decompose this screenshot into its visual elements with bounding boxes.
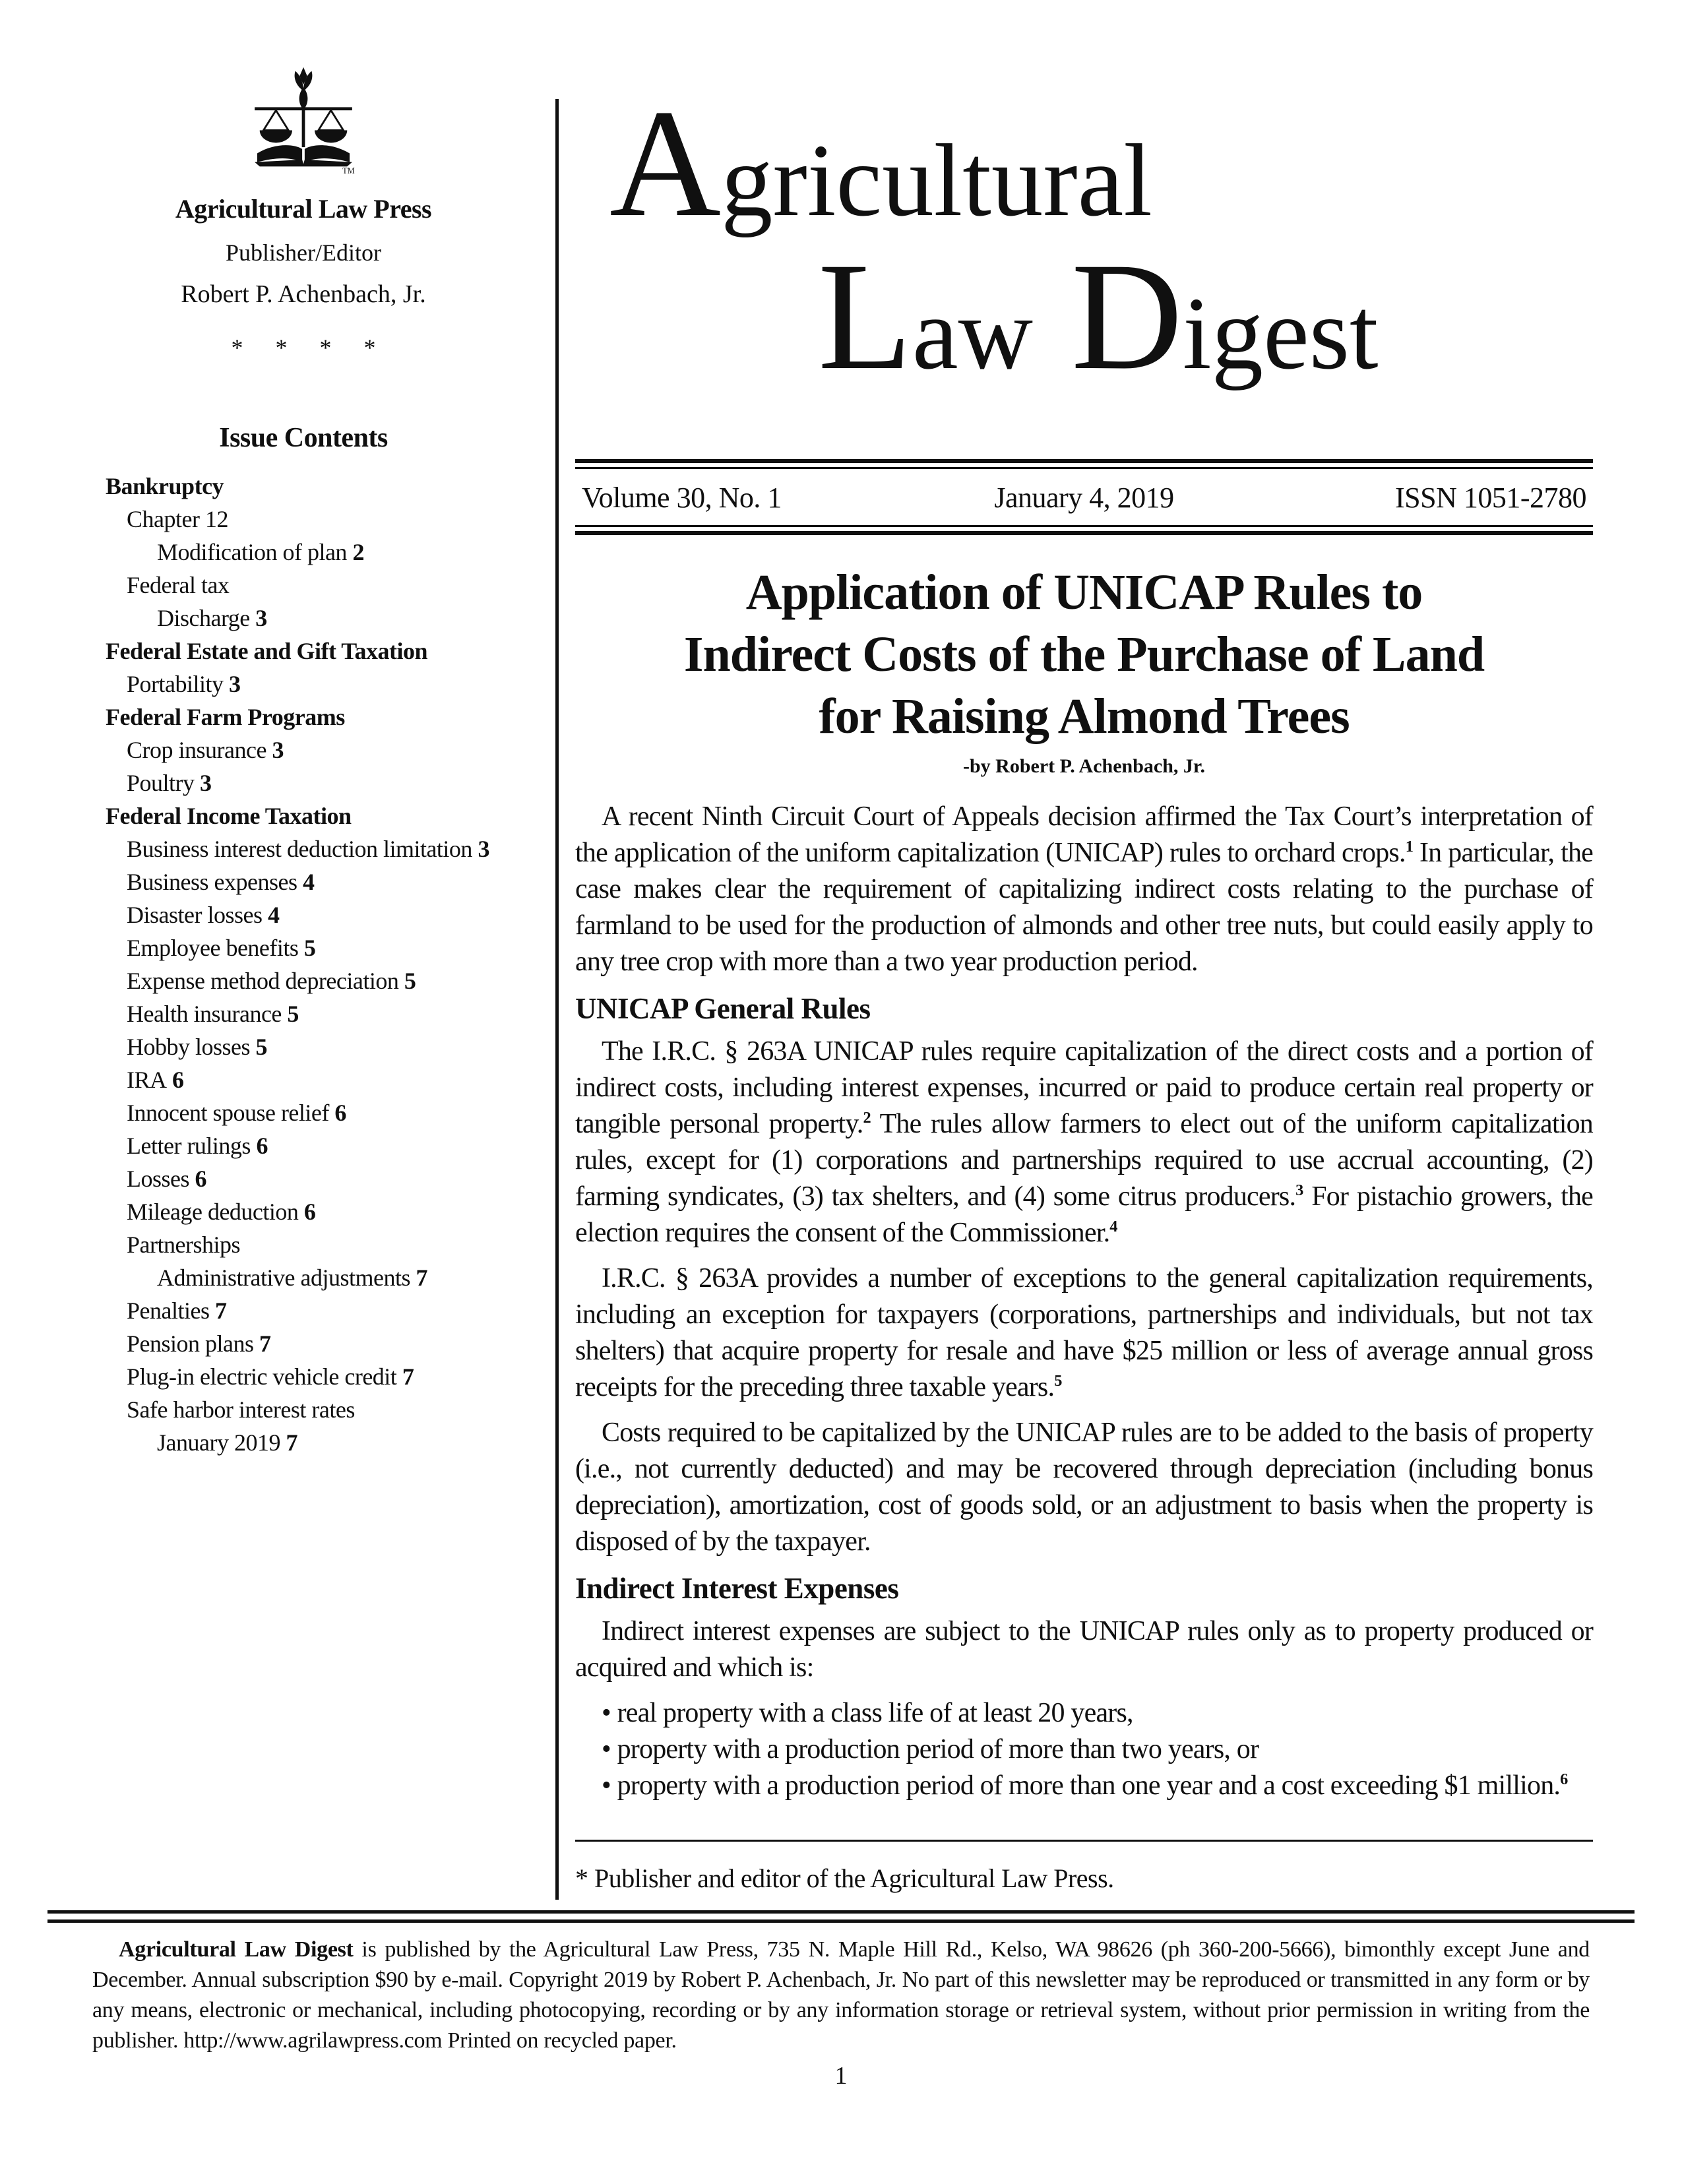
toc-item-label: Expense method depreciation (127, 968, 399, 994)
article-title-line: Application of UNICAP Rules to (745, 565, 1423, 621)
toc-item (106, 1030, 521, 1063)
rule (575, 525, 1593, 527)
toc-item (106, 1426, 521, 1459)
toc-item-label: Chapter 12 (127, 506, 228, 532)
toc-item-label: IRA (127, 1067, 167, 1093)
masthead-line2 (818, 230, 1593, 402)
toc-item (106, 1096, 521, 1129)
toc-item-label: Mileage deduction (127, 1199, 299, 1225)
toc-page-number: 3 (194, 770, 212, 796)
wheat-icon (295, 67, 313, 109)
toc-page-number: 6 (298, 1199, 316, 1225)
masthead-text: aw (912, 276, 1034, 391)
toc-item (106, 536, 521, 569)
article-title (575, 561, 1593, 747)
toc-item (106, 898, 521, 931)
article-body (575, 799, 1593, 1804)
toc-item (106, 1360, 521, 1393)
toc-page-number: 7 (280, 1429, 297, 1456)
footnote-ref: 3 (1295, 1181, 1303, 1200)
article-title-line: for Raising Almond Trees (819, 689, 1350, 745)
footer-rule (47, 1910, 1635, 1914)
toc-page-number: 6 (189, 1166, 206, 1192)
toc-item-label: Bankruptcy (106, 473, 224, 499)
toc-item-label: Discharge (157, 605, 250, 631)
masthead-initial: L (818, 230, 912, 402)
toc-item (106, 1393, 521, 1426)
masthead-title (575, 77, 1593, 402)
toc-page-number: 5 (398, 968, 416, 994)
rule (575, 459, 1593, 463)
footer-rule (47, 1919, 1635, 1923)
toc-page-number: 3 (249, 605, 267, 631)
toc-item (106, 865, 521, 898)
masthead-text: gricultural (721, 123, 1152, 237)
toc-page-number: 7 (396, 1363, 414, 1390)
toc-item (106, 1228, 521, 1261)
toc-item (106, 1294, 521, 1327)
article-title-line: Indirect Costs of the Purchase of Land (683, 627, 1485, 683)
editor-name: Robert P. Achenbach, Jr. (181, 280, 426, 308)
toc-item (106, 1261, 521, 1294)
toc-item-label: Federal tax (127, 572, 230, 598)
toc-item (106, 470, 521, 503)
toc-item-label: Business interest deduction limitation (127, 836, 472, 862)
toc-item (106, 569, 521, 602)
toc-item-label: January 2019 (157, 1429, 280, 1456)
toc-page-number: 2 (346, 539, 364, 565)
bullet-item: • real property with a class life of at least 20 years, (575, 1695, 1593, 1732)
toc-item (106, 997, 521, 1030)
toc-item (106, 1327, 521, 1360)
toc-item (106, 931, 521, 964)
toc-item (106, 1063, 521, 1096)
bullet-item: • property with a production period of more than two years, or (575, 1732, 1593, 1768)
toc-item-label: Disaster losses (127, 902, 263, 928)
toc-page-number: 4 (297, 869, 315, 895)
toc-item-label: Portability (127, 671, 224, 697)
toc-item-label: Partnerships (127, 1232, 240, 1258)
toc-page-number: 5 (298, 935, 316, 961)
toc-item (106, 602, 521, 635)
toc-item (106, 733, 521, 766)
toc-item-label: Administrative adjustments (157, 1264, 410, 1291)
toc-item-label: Losses (127, 1166, 189, 1192)
toc-item (106, 799, 521, 832)
toc-page-number: 5 (281, 1001, 299, 1027)
masthead-line1 (609, 77, 1593, 249)
issue-contents-title: Issue Contents (219, 423, 388, 453)
toc-item-label: Federal Estate and Gift Taxation (106, 638, 428, 664)
toc-item (106, 766, 521, 799)
press-logo (86, 66, 521, 187)
toc-page-number: 7 (209, 1297, 227, 1324)
issn: ISSN 1051-2780 (1394, 482, 1586, 515)
trademark-label: TM (342, 166, 355, 175)
toc-item-label: Plug-in electric vehicle credit (127, 1363, 397, 1390)
toc-item (106, 668, 521, 701)
toc-item-label: Modification of plan (157, 539, 347, 565)
section-heading: Indirect Interest Expenses (575, 1572, 899, 1606)
toc-page-number: 3 (472, 836, 489, 862)
column-divider (555, 99, 559, 1900)
footnote-ref: 6 (1560, 1770, 1568, 1789)
scales-and-book-logo (241, 66, 366, 183)
toc-page-number: 3 (223, 671, 241, 697)
publisher-role: Publisher/Editor (226, 239, 381, 266)
footnote-ref: 4 (1109, 1218, 1117, 1236)
toc-item-label: Crop insurance (127, 737, 266, 763)
toc-item-label: Poultry (127, 770, 195, 796)
toc-item (106, 635, 521, 668)
publication-info: Agricultural Law Digest is published by the Agricultural Law Press, 735 N. Maple Hill Rd., Kelso, WA 98626 (ph 360-200-5666), bimonthly except June and December. Annual subscription $90 by e-mail. Copyright 2019 by Robert P. Achenbach, Jr. No part of this newsletter may be reproduced or transmitted in any form or by any means, electronic or mechanical, including photocopying, recording or by any information storage or retrieval system, without prior permission in writing from the publisher. http://www.agrilawpress.com Printed on recycled paper. (92, 1937, 1590, 2053)
article-byline: -by Robert P. Achenbach, Jr. (963, 755, 1205, 778)
toc-page-number: 6 (250, 1133, 268, 1159)
toc-item (106, 1129, 521, 1162)
footnote-rule (575, 1840, 1593, 1842)
paragraph: The I.R.C. § 263A UNICAP rules require capitalization of the direct costs and a portion of indirect costs, including interest expenses, incurred or paid to produce certain real property or tangible personal property.$^2$ The rules allow farmers to elect out of the uniform capitalization rules, except for (1) corporations and partnerships required to use accrual accounting, (2) farming syndicates, (3) tax shelters, and (4) some citrus producers.$^3$ For pistachio growers, the election requires the consent of the Commissioner.$^4$ (575, 1036, 1594, 1249)
volume-bar (575, 459, 1593, 535)
toc-page-number: 7 (410, 1264, 427, 1291)
left-column (86, 66, 521, 1459)
toc-page-number: 6 (328, 1100, 346, 1126)
page-number: 1 (834, 2062, 848, 2090)
toc-page-number: 4 (262, 902, 280, 928)
volume-number: Volume 30, No. 1 (582, 482, 782, 515)
bullet-item: • property with a production period of more than one year and a cost exceeding $1 million.$^6$ (575, 1768, 1593, 1804)
toc-item (106, 701, 521, 733)
rule (575, 531, 1593, 535)
paragraph: Indirect interest expenses are subject to the UNICAP rules only as to property produced or acquired and which is: (575, 1616, 1593, 1683)
toc-item-label: Innocent spouse relief (127, 1100, 329, 1126)
toc-item-label: Safe harbor interest rates (127, 1396, 355, 1423)
toc-item (106, 1195, 521, 1228)
footnote-ref: 2 (863, 1109, 871, 1127)
masthead-text: igest (1183, 276, 1379, 391)
main-column (575, 66, 1593, 1894)
masthead-initial: D (1071, 230, 1183, 402)
scales-icon (255, 107, 352, 147)
toc-item-label: Health insurance (127, 1001, 282, 1027)
toc-item-label: Penalties (127, 1297, 210, 1324)
toc-item-label: Federal Farm Programs (106, 704, 345, 730)
toc-item-label: Employee benefits (127, 935, 299, 961)
toc-item-label: Federal Income Taxation (106, 803, 352, 829)
toc-item-label: Hobby losses (127, 1034, 251, 1060)
toc-item-label: Business expenses (127, 869, 297, 895)
issue-date: January 4, 2019 (994, 482, 1174, 515)
footnote-text: * Publisher and editor of the Agricultural Law Press. (575, 1863, 1114, 1894)
issue-contents (86, 470, 521, 1459)
page-footer (47, 1910, 1635, 2090)
section-heading: UNICAP General Rules (575, 992, 871, 1026)
paragraph: I.R.C. § 263A provides a number of exceptions to the general capitalization requirements, including an exception for taxpayers (corporations, partnerships and individuals, but not tax shelters) that acquire property for resale and have $25 million or less of average annual gross receipts for the preceding three taxable years.$^5$ (575, 1263, 1593, 1403)
toc-page-number: 5 (250, 1034, 268, 1060)
paragraph: A recent Ninth Circuit Court of Appeals decision affirmed the Tax Court’s interpretation of the application of the uniform capitalization (UNICAP) rules to orchard crops.$^1$ In particular, the case makes clear the requirement of capitalizing indirect costs relating to the purchase of farmland to be used for the production of almonds and other tree nuts, but could easily apply to any tree crop with more than a two year production period. (575, 801, 1593, 978)
paragraph: Costs required to be capitalized by the UNICAP rules are to be added to the basis of property (i.e., not currently deducted) and may be recovered through depreciation (including bonus depreciation), amortization, cost of goods sold, or an adjustment to basis when the property is disposed of by the taxpayer. (575, 1418, 1593, 1557)
toc-item-label: Pension plans (127, 1330, 254, 1357)
toc-item (106, 503, 521, 536)
toc-item (106, 1162, 521, 1195)
footnote-ref: 1 (1405, 838, 1414, 856)
toc-page-number: 7 (253, 1330, 271, 1357)
book-icon (255, 145, 352, 166)
toc-item-label: Letter rulings (127, 1133, 251, 1159)
masthead-initial: A (609, 77, 721, 249)
toc-page-number: 3 (266, 737, 284, 763)
toc-item (106, 832, 521, 865)
footnote-ref: 5 (1054, 1372, 1062, 1390)
toc-page-number: 6 (166, 1067, 184, 1093)
press-name: Agricultural Law Press (175, 194, 432, 224)
decorative-stars: * * * * (231, 334, 376, 361)
toc-item (106, 964, 521, 997)
